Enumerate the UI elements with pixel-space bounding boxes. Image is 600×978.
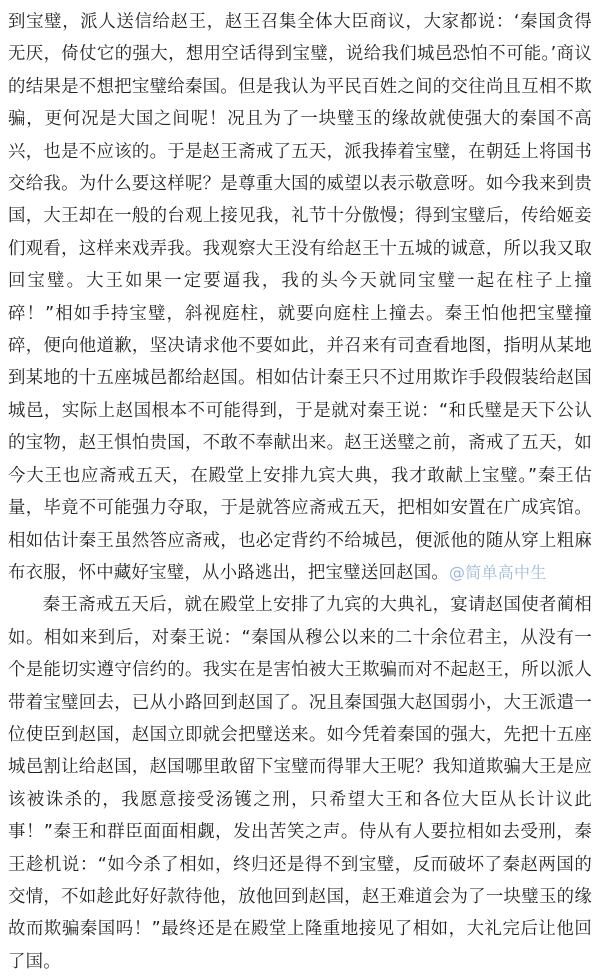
paragraph-1-text: 到宝璧，派人送信给赵王，赵王召集全体大臣商议，大家都说：‘秦国贪得无厌，倚仗它的强大，想用空话得到宝璧，说给我们城邑恐怕不可能。’商议的结果是不想把宝璧给秦国。但是我认为平民百姓之间的交往尚且互相不欺骗，更何况是大国之间呢！况且为了一块璧玉的缘故就使强大的秦国不高兴，也是不应该的。于是赵王斋戒了五天，派我捧着宝璧，在朝廷上将国书交给我。为什么要这样呢？是尊重大国的威望以表示敬意呀。如今我来到贵国，大王却在一般的台观上接见我，礼节十分傲慢；得到宝璧后，传给姬妾们观看，这样来戏弄我。我观察大王没有给赵王十五城的诚意，所以我又取回宝璧。大王如果一定要逼我，我的头今天就同宝璧一起在柱子上撞碎！”相如手持宝璧，斜视庭柱，就要向庭柱上撞去。秦王怕他把宝璧撞碎，便向他道歉，坚决请求他不要如此，并召来有司查看地图，指明从某地到某地的十五座城邑都给赵国。相如估计秦王只不过用欺诈手段假装给赵国城邑，实际上赵国根本不可能得到，于是就对秦王说：“和氏璧是天下公认的宝物，赵王惧怕贵国，不敢不奉献出来。赵王送璧之前，斋戒了五天，如今大王也应斋戒五天，在殿堂上安排九宾大典，我才敢献上宝璧。”秦王估量，毕竟不可能强力夺取，于是就答应斋戒五天，把相如安置在广成宾馆。相如估计秦王虽然答应斋戒，也必定背约不给城邑，便派他的随从穿上粗麻布衣服，怀中藏好宝璧，从小路逃出，把宝璧送回赵国。 — [8, 12, 592, 583]
paragraph-2: 秦王斋戒五天后，就在殿堂上安排了九宾的大典礼，宴请赵国使者蔺相如。相如来到后，对秦王说：“秦国从穆公以来的二十余位君主，从没有一个是能切实遵守信约的。我实在是害怕被大王欺骗而对不起赵王，所以派人带着宝璧回去，已从小路回到赵国了。况且秦国强大赵国弱小，大王派遣一位使臣到赵国，赵国立即就会把璧送来。如今凭着秦国的强大，先把十五座城邑割让给赵国，赵国哪里敢留下宝璧而得罪大王呢？我知道欺骗大王是应该被诛杀的，我愿意接受汤镬之刑，只希望大王和各位大臣从长计议此事！”秦王和群臣面面相觑，发出苦笑之声。侍从有人要拉相如去受刑，秦王趁机说：“如今杀了相如，终归还是得不到宝璧，反而破坏了秦赵两国的交情，不如趁此好好款待他，放他回到赵国，赵王难道会为了一块璧玉的缘故而欺骗秦国吗！”最终还是在殿堂上隆重地接见了相如，大礼完后让他回了国。 — [8, 595, 592, 972]
paragraph-1 — [8, 6, 592, 589]
watermark: @简单高中生 — [449, 562, 547, 582]
